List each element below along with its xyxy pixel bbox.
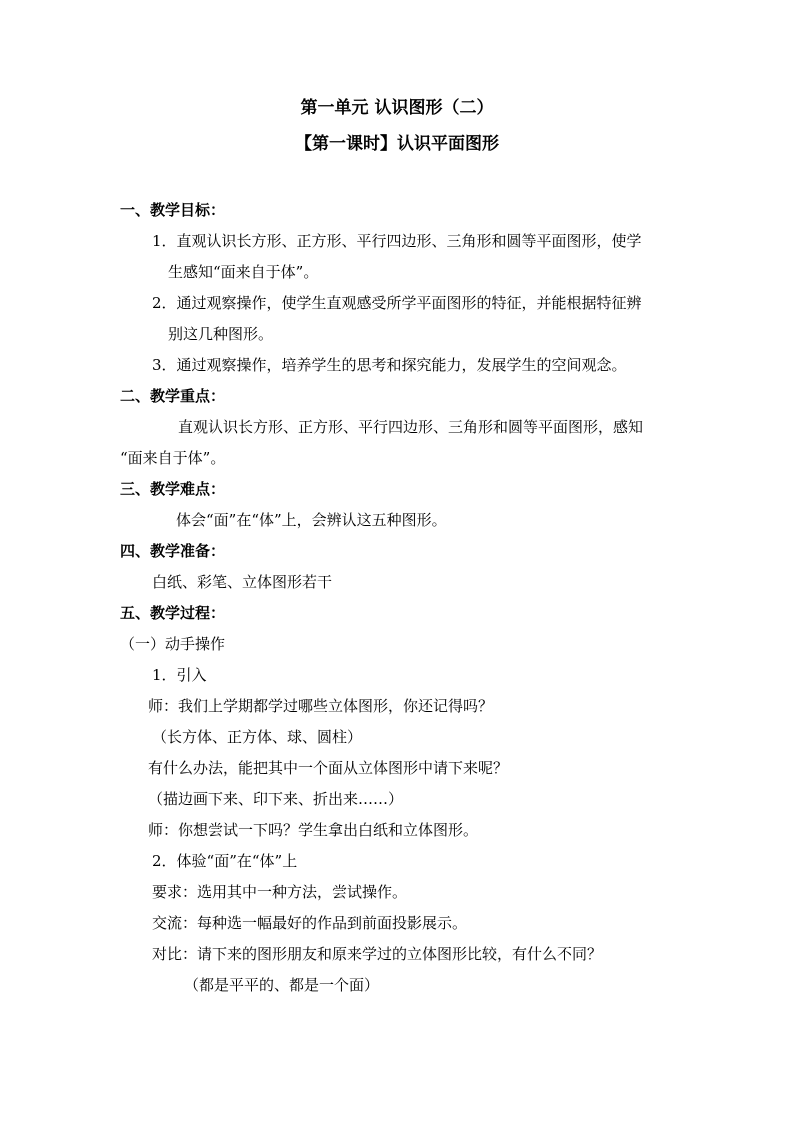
difficulties-heading: 三、教学难点： [120, 480, 226, 498]
objective-2-line-1: 2．通过观察操作，使学生直观感受所学平面图形的特征，并能根据特征辨 [152, 294, 642, 312]
process-line-6: 要求：选用其中一种方法，尝试操作。 [152, 883, 408, 901]
objective-3: 3．通过观察操作，培养学生的思考和探究能力，发展学生的空间观念。 [152, 356, 627, 374]
keypoints-heading: 二、教学重点： [120, 387, 226, 405]
objective-1-line-2: 生感知“面来自于体”。 [168, 263, 319, 281]
difficulties-line-1: 体会“面”在“体”上，会辨认这五种图形。 [176, 511, 447, 529]
objectives-heading: 一、教学目标： [120, 201, 226, 219]
keypoints-line-2: “面来自于体”。 [120, 449, 226, 467]
process-line-2: （长方体、正方体、球、圆柱） [152, 728, 363, 746]
doc-title: 第一单元 认识图形（二） [300, 98, 494, 118]
process-line-9: （都是平平的、都是一个面） [184, 976, 380, 994]
process-line-3: 有什么办法，能把其中一个面从立体图形中请下来呢？ [148, 759, 509, 777]
keypoints-line-1: 直观认识长方形、正方形、平行四边形、三角形和圆等平面图形，感知 [178, 418, 644, 436]
preparation-line-1: 白纸、彩笔、立体图形若干 [152, 573, 333, 591]
process-line-4: （描边画下来、印下来、折出来……） [148, 790, 404, 808]
process-line-7: 交流：每种选一幅最好的作品到前面投影展示。 [152, 914, 468, 932]
doc-subtitle: 【第一课时】认识平面图形 [295, 134, 499, 154]
objective-1-line-1: 1．直观认识长方形、正方形、平行四边形、三角形和圆等平面图形，使学 [152, 232, 642, 250]
process-line-1: 师：我们上学期都学过哪些立体图形，你还记得吗？ [148, 697, 494, 715]
process-step-2: 2．体验“面”在“体”上 [152, 852, 298, 870]
process-heading: 五、教学过程： [120, 604, 226, 622]
process-part-1: （一）动手操作 [120, 635, 226, 653]
process-line-8: 对比：请下来的图形朋友和原来学过的立体图形比较，有什么不同？ [152, 945, 603, 963]
objective-2-line-2: 别这几种图形。 [168, 325, 274, 343]
preparation-heading: 四、教学准备： [120, 542, 226, 560]
process-line-5: 师：你想尝试一下吗？学生拿出白纸和立体图形。 [148, 821, 479, 839]
process-step-1: 1．引入 [152, 666, 207, 684]
